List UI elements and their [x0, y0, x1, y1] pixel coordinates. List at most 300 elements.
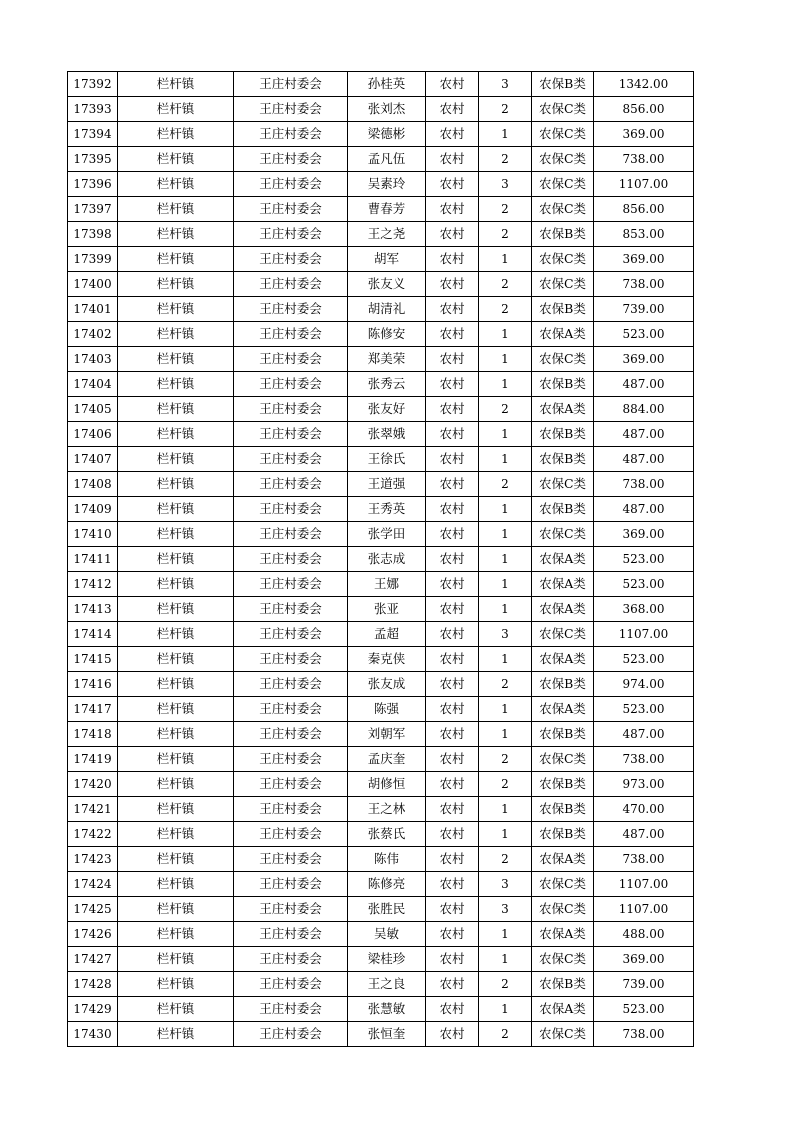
town-cell: 栏杆镇: [118, 822, 234, 847]
household-size-cell: 2: [479, 1022, 532, 1047]
town-cell: 栏杆镇: [118, 572, 234, 597]
town-cell: 栏杆镇: [118, 347, 234, 372]
table-row: [68, 197, 694, 222]
village-committee-cell: 王庄村委会: [234, 472, 348, 497]
table-row: [68, 897, 694, 922]
name-cell: 胡军: [348, 247, 426, 272]
area-type-cell: 农村: [426, 122, 479, 147]
household-size-cell: 2: [479, 472, 532, 497]
row-id-cell: 17407: [68, 447, 118, 472]
town-cell: 栏杆镇: [118, 947, 234, 972]
village-committee-cell: 王庄村委会: [234, 672, 348, 697]
name-cell: 张蔡氏: [348, 822, 426, 847]
insurance-class-cell: 农保C类: [532, 872, 594, 897]
household-size-cell: 1: [479, 797, 532, 822]
table-row: [68, 872, 694, 897]
village-committee-cell: 王庄村委会: [234, 97, 348, 122]
name-cell: 王之良: [348, 972, 426, 997]
household-size-cell: 3: [479, 897, 532, 922]
town-cell: 栏杆镇: [118, 472, 234, 497]
table-row: [68, 547, 694, 572]
insurance-class-cell: 农保C类: [532, 122, 594, 147]
amount-cell: 369.00: [594, 122, 694, 147]
village-committee-cell: 王庄村委会: [234, 397, 348, 422]
insurance-class-cell: 农保C类: [532, 147, 594, 172]
table-row: [68, 847, 694, 872]
town-cell: 栏杆镇: [118, 922, 234, 947]
amount-cell: 369.00: [594, 247, 694, 272]
row-id-cell: 17427: [68, 947, 118, 972]
area-type-cell: 农村: [426, 622, 479, 647]
name-cell: 张秀云: [348, 372, 426, 397]
insurance-class-cell: 农保A类: [532, 697, 594, 722]
amount-cell: 739.00: [594, 972, 694, 997]
household-size-cell: 1: [479, 647, 532, 672]
village-committee-cell: 王庄村委会: [234, 647, 348, 672]
village-committee-cell: 王庄村委会: [234, 547, 348, 572]
village-committee-cell: 王庄村委会: [234, 272, 348, 297]
row-id-cell: 17428: [68, 972, 118, 997]
row-id-cell: 17399: [68, 247, 118, 272]
area-type-cell: 农村: [426, 72, 479, 97]
insurance-class-cell: 农保A类: [532, 847, 594, 872]
insurance-class-cell: 农保A类: [532, 922, 594, 947]
town-cell: 栏杆镇: [118, 747, 234, 772]
name-cell: 王徐氏: [348, 447, 426, 472]
household-size-cell: 1: [479, 422, 532, 447]
area-type-cell: 农村: [426, 672, 479, 697]
name-cell: 张友好: [348, 397, 426, 422]
name-cell: 张刘杰: [348, 97, 426, 122]
name-cell: 王秀英: [348, 497, 426, 522]
household-size-cell: 1: [479, 522, 532, 547]
amount-cell: 488.00: [594, 922, 694, 947]
area-type-cell: 农村: [426, 247, 479, 272]
insurance-class-cell: 农保A类: [532, 322, 594, 347]
table-row: [68, 572, 694, 597]
amount-cell: 738.00: [594, 747, 694, 772]
amount-cell: 1342.00: [594, 72, 694, 97]
name-cell: 刘朝军: [348, 722, 426, 747]
name-cell: 孙桂英: [348, 72, 426, 97]
household-size-cell: 2: [479, 772, 532, 797]
town-cell: 栏杆镇: [118, 522, 234, 547]
row-id-cell: 17408: [68, 472, 118, 497]
name-cell: 吴素玲: [348, 172, 426, 197]
table-row: [68, 497, 694, 522]
insurance-class-cell: 农保B类: [532, 672, 594, 697]
row-id-cell: 17413: [68, 597, 118, 622]
amount-cell: 470.00: [594, 797, 694, 822]
name-cell: 张志成: [348, 547, 426, 572]
insurance-class-cell: 农保B类: [532, 222, 594, 247]
row-id-cell: 17420: [68, 772, 118, 797]
table-row: [68, 322, 694, 347]
amount-cell: 523.00: [594, 322, 694, 347]
amount-cell: 368.00: [594, 597, 694, 622]
table-row: [68, 922, 694, 947]
row-id-cell: 17423: [68, 847, 118, 872]
household-size-cell: 1: [479, 597, 532, 622]
name-cell: 孟庆奎: [348, 747, 426, 772]
area-type-cell: 农村: [426, 822, 479, 847]
amount-cell: 738.00: [594, 147, 694, 172]
table-row: [68, 397, 694, 422]
town-cell: 栏杆镇: [118, 722, 234, 747]
table-row: [68, 997, 694, 1022]
amount-cell: 1107.00: [594, 622, 694, 647]
name-cell: 胡修恒: [348, 772, 426, 797]
household-size-cell: 3: [479, 872, 532, 897]
table-row: [68, 947, 694, 972]
area-type-cell: 农村: [426, 772, 479, 797]
village-committee-cell: 王庄村委会: [234, 1022, 348, 1047]
insurance-class-cell: 农保B类: [532, 297, 594, 322]
name-cell: 胡清礼: [348, 297, 426, 322]
row-id-cell: 17404: [68, 372, 118, 397]
area-type-cell: 农村: [426, 647, 479, 672]
village-committee-cell: 王庄村委会: [234, 797, 348, 822]
household-size-cell: 1: [479, 447, 532, 472]
table-row: [68, 372, 694, 397]
village-committee-cell: 王庄村委会: [234, 697, 348, 722]
town-cell: 栏杆镇: [118, 322, 234, 347]
town-cell: 栏杆镇: [118, 497, 234, 522]
row-id-cell: 17426: [68, 922, 118, 947]
name-cell: 王之尧: [348, 222, 426, 247]
row-id-cell: 17414: [68, 622, 118, 647]
amount-cell: 1107.00: [594, 872, 694, 897]
area-type-cell: 农村: [426, 422, 479, 447]
household-size-cell: 2: [479, 97, 532, 122]
name-cell: 王娜: [348, 572, 426, 597]
area-type-cell: 农村: [426, 572, 479, 597]
town-cell: 栏杆镇: [118, 797, 234, 822]
town-cell: 栏杆镇: [118, 622, 234, 647]
insurance-class-cell: 农保A类: [532, 547, 594, 572]
insurance-class-cell: 农保C类: [532, 472, 594, 497]
insurance-class-cell: 农保B类: [532, 72, 594, 97]
row-id-cell: 17415: [68, 647, 118, 672]
insurance-class-cell: 农保C类: [532, 97, 594, 122]
table-row: [68, 272, 694, 297]
name-cell: 王之林: [348, 797, 426, 822]
household-size-cell: 1: [479, 247, 532, 272]
area-type-cell: 农村: [426, 97, 479, 122]
name-cell: 陈强: [348, 697, 426, 722]
area-type-cell: 农村: [426, 947, 479, 972]
insurance-class-cell: 农保A类: [532, 572, 594, 597]
town-cell: 栏杆镇: [118, 297, 234, 322]
town-cell: 栏杆镇: [118, 997, 234, 1022]
area-type-cell: 农村: [426, 797, 479, 822]
area-type-cell: 农村: [426, 147, 479, 172]
insurance-class-cell: 农保A类: [532, 647, 594, 672]
town-cell: 栏杆镇: [118, 122, 234, 147]
row-id-cell: 17419: [68, 747, 118, 772]
data-table: [67, 71, 694, 1047]
amount-cell: 487.00: [594, 722, 694, 747]
area-type-cell: 农村: [426, 997, 479, 1022]
town-cell: 栏杆镇: [118, 847, 234, 872]
town-cell: 栏杆镇: [118, 72, 234, 97]
village-committee-cell: 王庄村委会: [234, 447, 348, 472]
name-cell: 孟超: [348, 622, 426, 647]
row-id-cell: 17401: [68, 297, 118, 322]
insurance-class-cell: 农保B类: [532, 722, 594, 747]
area-type-cell: 农村: [426, 372, 479, 397]
household-size-cell: 1: [479, 922, 532, 947]
town-cell: 栏杆镇: [118, 222, 234, 247]
row-id-cell: 17398: [68, 222, 118, 247]
insurance-class-cell: 农保B类: [532, 447, 594, 472]
town-cell: 栏杆镇: [118, 647, 234, 672]
amount-cell: 487.00: [594, 372, 694, 397]
town-cell: 栏杆镇: [118, 447, 234, 472]
table-row: [68, 347, 694, 372]
table-row: [68, 247, 694, 272]
area-type-cell: 农村: [426, 747, 479, 772]
village-committee-cell: 王庄村委会: [234, 847, 348, 872]
row-id-cell: 17392: [68, 72, 118, 97]
table-row: [68, 1022, 694, 1047]
household-size-cell: 1: [479, 722, 532, 747]
household-size-cell: 3: [479, 622, 532, 647]
table-row: [68, 972, 694, 997]
row-id-cell: 17400: [68, 272, 118, 297]
household-size-cell: 1: [479, 497, 532, 522]
village-committee-cell: 王庄村委会: [234, 822, 348, 847]
name-cell: 陈伟: [348, 847, 426, 872]
name-cell: 陈修安: [348, 322, 426, 347]
household-size-cell: 1: [479, 347, 532, 372]
table-row: [68, 697, 694, 722]
village-committee-cell: 王庄村委会: [234, 747, 348, 772]
village-committee-cell: 王庄村委会: [234, 572, 348, 597]
table-row: [68, 147, 694, 172]
household-size-cell: 3: [479, 72, 532, 97]
table-row: [68, 172, 694, 197]
row-id-cell: 17416: [68, 672, 118, 697]
town-cell: 栏杆镇: [118, 97, 234, 122]
name-cell: 梁桂珍: [348, 947, 426, 972]
town-cell: 栏杆镇: [118, 147, 234, 172]
table-row: [68, 447, 694, 472]
amount-cell: 369.00: [594, 347, 694, 372]
amount-cell: 738.00: [594, 847, 694, 872]
insurance-class-cell: 农保A类: [532, 597, 594, 622]
row-id-cell: 17425: [68, 897, 118, 922]
table-row: [68, 72, 694, 97]
area-type-cell: 农村: [426, 272, 479, 297]
household-size-cell: 2: [479, 272, 532, 297]
village-committee-cell: 王庄村委会: [234, 322, 348, 347]
insurance-class-cell: 农保B类: [532, 372, 594, 397]
amount-cell: 487.00: [594, 822, 694, 847]
area-type-cell: 农村: [426, 1022, 479, 1047]
amount-cell: 1107.00: [594, 172, 694, 197]
table-row: [68, 222, 694, 247]
town-cell: 栏杆镇: [118, 197, 234, 222]
insurance-class-cell: 农保C类: [532, 622, 594, 647]
household-size-cell: 3: [479, 172, 532, 197]
insurance-class-cell: 农保C类: [532, 347, 594, 372]
table-row: [68, 97, 694, 122]
row-id-cell: 17406: [68, 422, 118, 447]
row-id-cell: 17409: [68, 497, 118, 522]
village-committee-cell: 王庄村委会: [234, 947, 348, 972]
table-row: [68, 797, 694, 822]
amount-cell: 738.00: [594, 472, 694, 497]
row-id-cell: 17429: [68, 997, 118, 1022]
row-id-cell: 17402: [68, 322, 118, 347]
name-cell: 张友成: [348, 672, 426, 697]
amount-cell: 487.00: [594, 497, 694, 522]
table-row: [68, 472, 694, 497]
area-type-cell: 农村: [426, 472, 479, 497]
village-committee-cell: 王庄村委会: [234, 122, 348, 147]
table-row: [68, 122, 694, 147]
table-body: [68, 72, 694, 1047]
village-committee-cell: 王庄村委会: [234, 922, 348, 947]
name-cell: 张翠娥: [348, 422, 426, 447]
area-type-cell: 农村: [426, 222, 479, 247]
area-type-cell: 农村: [426, 322, 479, 347]
amount-cell: 738.00: [594, 1022, 694, 1047]
row-id-cell: 17417: [68, 697, 118, 722]
table-row: [68, 622, 694, 647]
amount-cell: 523.00: [594, 547, 694, 572]
village-committee-cell: 王庄村委会: [234, 347, 348, 372]
insurance-class-cell: 农保C类: [532, 247, 594, 272]
town-cell: 栏杆镇: [118, 422, 234, 447]
area-type-cell: 农村: [426, 597, 479, 622]
insurance-class-cell: 农保C类: [532, 172, 594, 197]
insurance-class-cell: 农保B类: [532, 422, 594, 447]
row-id-cell: 17411: [68, 547, 118, 572]
insurance-class-cell: 农保C类: [532, 272, 594, 297]
insurance-class-cell: 农保B类: [532, 772, 594, 797]
area-type-cell: 农村: [426, 547, 479, 572]
town-cell: 栏杆镇: [118, 872, 234, 897]
village-committee-cell: 王庄村委会: [234, 997, 348, 1022]
table-row: [68, 722, 694, 747]
village-committee-cell: 王庄村委会: [234, 222, 348, 247]
town-cell: 栏杆镇: [118, 272, 234, 297]
row-id-cell: 17396: [68, 172, 118, 197]
area-type-cell: 农村: [426, 497, 479, 522]
insurance-class-cell: 农保A类: [532, 997, 594, 1022]
village-committee-cell: 王庄村委会: [234, 522, 348, 547]
row-id-cell: 17395: [68, 147, 118, 172]
insurance-class-cell: 农保B类: [532, 797, 594, 822]
name-cell: 吴敏: [348, 922, 426, 947]
amount-cell: 853.00: [594, 222, 694, 247]
household-size-cell: 1: [479, 822, 532, 847]
village-committee-cell: 王庄村委会: [234, 147, 348, 172]
town-cell: 栏杆镇: [118, 372, 234, 397]
town-cell: 栏杆镇: [118, 597, 234, 622]
area-type-cell: 农村: [426, 197, 479, 222]
row-id-cell: 17403: [68, 347, 118, 372]
household-size-cell: 1: [479, 697, 532, 722]
village-committee-cell: 王庄村委会: [234, 622, 348, 647]
village-committee-cell: 王庄村委会: [234, 497, 348, 522]
row-id-cell: 17418: [68, 722, 118, 747]
household-size-cell: 2: [479, 672, 532, 697]
household-size-cell: 1: [479, 372, 532, 397]
row-id-cell: 17412: [68, 572, 118, 597]
town-cell: 栏杆镇: [118, 772, 234, 797]
area-type-cell: 农村: [426, 522, 479, 547]
village-committee-cell: 王庄村委会: [234, 772, 348, 797]
amount-cell: 487.00: [594, 447, 694, 472]
area-type-cell: 农村: [426, 397, 479, 422]
area-type-cell: 农村: [426, 447, 479, 472]
household-size-cell: 2: [479, 847, 532, 872]
amount-cell: 856.00: [594, 197, 694, 222]
town-cell: 栏杆镇: [118, 547, 234, 572]
table-row: [68, 522, 694, 547]
insurance-class-cell: 农保B类: [532, 972, 594, 997]
name-cell: 张亚: [348, 597, 426, 622]
insurance-class-cell: 农保C类: [532, 522, 594, 547]
household-size-cell: 1: [479, 322, 532, 347]
town-cell: 栏杆镇: [118, 247, 234, 272]
household-size-cell: 2: [479, 397, 532, 422]
row-id-cell: 17397: [68, 197, 118, 222]
area-type-cell: 农村: [426, 872, 479, 897]
amount-cell: 523.00: [594, 997, 694, 1022]
household-size-cell: 2: [479, 297, 532, 322]
village-committee-cell: 王庄村委会: [234, 372, 348, 397]
row-id-cell: 17410: [68, 522, 118, 547]
table-row: [68, 422, 694, 447]
town-cell: 栏杆镇: [118, 672, 234, 697]
amount-cell: 369.00: [594, 947, 694, 972]
household-size-cell: 2: [479, 747, 532, 772]
row-id-cell: 17422: [68, 822, 118, 847]
area-type-cell: 农村: [426, 172, 479, 197]
household-size-cell: 2: [479, 222, 532, 247]
insurance-class-cell: 农保B类: [532, 497, 594, 522]
amount-cell: 1107.00: [594, 897, 694, 922]
table-row: [68, 647, 694, 672]
amount-cell: 487.00: [594, 422, 694, 447]
row-id-cell: 17394: [68, 122, 118, 147]
village-committee-cell: 王庄村委会: [234, 197, 348, 222]
insurance-class-cell: 农保B类: [532, 822, 594, 847]
name-cell: 曹春芳: [348, 197, 426, 222]
name-cell: 王道强: [348, 472, 426, 497]
amount-cell: 369.00: [594, 522, 694, 547]
village-committee-cell: 王庄村委会: [234, 972, 348, 997]
village-committee-cell: 王庄村委会: [234, 872, 348, 897]
town-cell: 栏杆镇: [118, 697, 234, 722]
table-row: [68, 747, 694, 772]
household-size-cell: 1: [479, 947, 532, 972]
town-cell: 栏杆镇: [118, 172, 234, 197]
insurance-class-cell: 农保A类: [532, 397, 594, 422]
amount-cell: 738.00: [594, 272, 694, 297]
amount-cell: 523.00: [594, 647, 694, 672]
village-committee-cell: 王庄村委会: [234, 722, 348, 747]
area-type-cell: 农村: [426, 972, 479, 997]
village-committee-cell: 王庄村委会: [234, 897, 348, 922]
household-size-cell: 2: [479, 972, 532, 997]
area-type-cell: 农村: [426, 847, 479, 872]
table-row: [68, 672, 694, 697]
